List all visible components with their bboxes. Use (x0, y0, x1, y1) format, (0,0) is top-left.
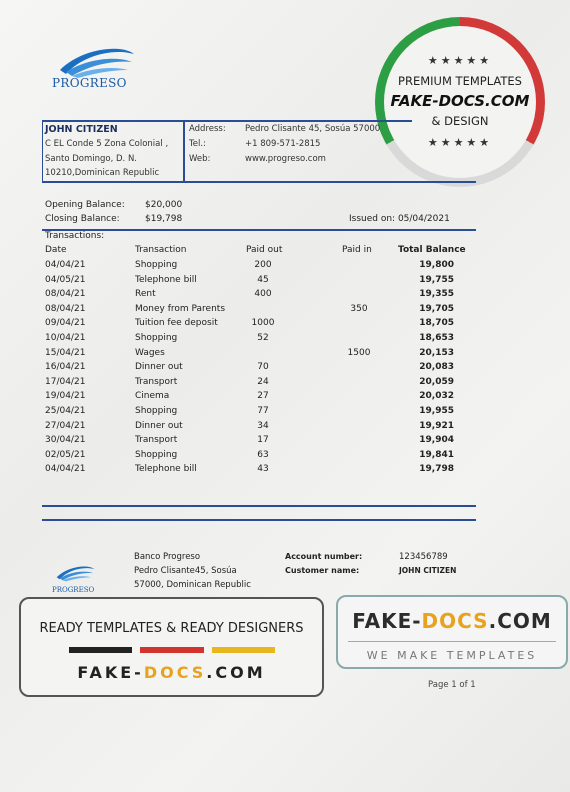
cell-paid-out: 52 (257, 333, 269, 343)
cell-transaction: Money from Parents (135, 303, 226, 314)
stamp-line1: PREMIUM TEMPLATES (398, 74, 522, 88)
table-row (0, 391, 570, 406)
cell-date: 02/05/21 (45, 449, 86, 460)
footer-bank-name: Banco Progreso (134, 552, 201, 562)
table-row (0, 435, 570, 450)
footer-rule-2 (42, 519, 476, 521)
flag-bar-black (69, 647, 132, 653)
cell-date: 27/04/21 (45, 420, 86, 431)
account-number-value: 123456789 (399, 552, 448, 562)
banner2-divider (348, 641, 556, 642)
flag-bar-red (140, 647, 203, 653)
table-row (0, 289, 570, 304)
cell-total-balance: 18,653 (419, 333, 454, 343)
header-bottom-rule (42, 181, 476, 183)
table-row (0, 406, 570, 421)
ready-templates-banner (19, 597, 324, 697)
customer-name-label: Customer name: (285, 566, 360, 575)
small-logo-name: PROGRESO (52, 586, 95, 594)
cell-paid-out: 27 (257, 391, 269, 402)
cell-date: 10/04/21 (45, 333, 86, 343)
promo-stamp (375, 17, 545, 187)
flag-bars (69, 647, 275, 653)
table-row (0, 333, 570, 348)
cell-total-balance: 19,841 (419, 449, 454, 460)
table-row (0, 421, 570, 436)
cell-paid-out: 45 (257, 274, 269, 285)
cell-paid-in: 350 (350, 303, 368, 314)
cell-date: 04/04/21 (45, 464, 86, 475)
col-total-header: Total Balance (398, 245, 466, 255)
cell-total-balance: 19,955 (419, 406, 454, 416)
cell-transaction: Cinema (135, 391, 170, 402)
banner2-brand: FAKE-DOCS.COM (352, 609, 552, 633)
fake-docs-banner (336, 595, 568, 669)
cell-date: 04/04/21 (45, 260, 86, 270)
cell-paid-out: 43 (257, 464, 269, 475)
header-divider (183, 121, 185, 182)
cell-transaction: Rent (135, 289, 156, 300)
cell-total-balance: 20,032 (419, 391, 454, 402)
cell-paid-out: 17 (257, 435, 269, 446)
holder-address-3: 10210,Dominican Republic (45, 168, 160, 178)
cell-transaction: Tuition fee deposit (135, 318, 218, 329)
account-number-label: Account number: (285, 552, 363, 561)
cell-total-balance: 19,904 (419, 435, 454, 446)
cell-paid-out: 70 (257, 362, 269, 373)
cell-paid-out: 63 (257, 449, 269, 460)
stamp-line3: & DESIGN (431, 114, 489, 128)
table-row (0, 260, 570, 275)
closing-balance-label: Closing Balance: (45, 214, 120, 224)
stars-bottom: ★★★★★ (427, 136, 493, 149)
address-value: Pedro Clisante 45, Sosúa 57000 (245, 124, 381, 134)
cell-total-balance: 20,059 (419, 376, 454, 387)
flag-bar-gold (212, 647, 275, 653)
table-row (0, 275, 570, 290)
logo-name: PROGRESO (52, 76, 127, 90)
page-number: Page 1 of 1 (428, 680, 476, 690)
opening-balance-value: $20,000 (145, 200, 183, 210)
table-row (0, 377, 570, 392)
cell-total-balance: 19,705 (419, 303, 454, 314)
cell-date: 19/04/21 (45, 391, 86, 402)
holder-name: JOHN CITIZEN (45, 124, 118, 135)
closing-balance-value: $19,798 (145, 214, 183, 224)
cell-transaction: Shopping (135, 406, 178, 416)
cell-paid-out: 24 (257, 376, 269, 387)
table-row (0, 450, 570, 465)
cell-paid-out: 200 (254, 260, 272, 270)
tel-value: +1 809-571-2815 (245, 139, 321, 149)
holder-address-1: C EL Conde 5 Zona Colonial , (45, 139, 169, 149)
table-row (0, 304, 570, 319)
footer-bank-address-1: Pedro Clisante45, Sosúa (134, 566, 237, 576)
cell-transaction: Shopping (135, 333, 178, 343)
cell-transaction: Telephone bill (135, 274, 197, 285)
cell-paid-out: 400 (254, 289, 272, 300)
cell-total-balance: 20,153 (419, 347, 454, 358)
cell-total-balance: 19,800 (419, 260, 454, 270)
cell-date: 08/04/21 (45, 303, 86, 314)
cell-transaction: Dinner out (135, 420, 183, 431)
stars-top: ★★★★★ (427, 54, 493, 67)
opening-balance-label: Opening Balance: (45, 200, 125, 210)
footer-bank-address-2: 57000, Dominican Republic (134, 580, 251, 590)
cell-total-balance: 19,921 (419, 420, 454, 431)
web-value: www.progreso.com (245, 154, 326, 164)
table-row (0, 362, 570, 377)
table-row (0, 464, 570, 479)
cell-date: 04/05/21 (45, 274, 86, 285)
col-paid-in-header: Paid in (342, 245, 372, 255)
web-label: Web: (189, 154, 211, 164)
cell-date: 25/04/21 (45, 406, 86, 416)
transactions-title: Transactions: (45, 231, 105, 241)
issued-date: Issued on: 05/04/2021 (349, 214, 450, 224)
stamp-line2: FAKE-DOCS.COM (390, 92, 530, 110)
tel-label: Tel.: (189, 139, 206, 149)
table-row (0, 348, 570, 363)
cell-paid-in: 1500 (347, 347, 371, 358)
cell-paid-out: 77 (257, 406, 269, 416)
address-label: Address: (189, 124, 226, 134)
col-date-header: Date (45, 245, 67, 255)
footer-rule-1 (42, 505, 476, 507)
cell-date: 15/04/21 (45, 347, 86, 358)
cell-total-balance: 18,705 (419, 318, 454, 329)
header-left-border (42, 121, 43, 182)
cell-transaction: Transport (135, 435, 178, 446)
cell-total-balance: 19,798 (419, 464, 454, 475)
banner1-tagline: READY TEMPLATES & READY DESIGNERS (39, 621, 304, 636)
cell-date: 16/04/21 (45, 362, 86, 373)
cell-date: 08/04/21 (45, 289, 86, 300)
cell-date: 09/04/21 (45, 318, 86, 329)
header-top-rule (42, 120, 412, 122)
cell-date: 17/04/21 (45, 376, 86, 387)
cell-transaction: Shopping (135, 260, 178, 270)
cell-transaction: Transport (135, 376, 178, 387)
holder-address-2: Santo Domingo, D. N. (45, 154, 138, 164)
transactions-rule (42, 229, 476, 231)
table-row (0, 318, 570, 333)
col-paid-out-header: Paid out (246, 245, 283, 255)
cell-date: 30/04/21 (45, 435, 86, 446)
customer-name-value: JOHN CITIZEN (399, 566, 457, 575)
cell-paid-out: 1000 (251, 318, 275, 329)
cell-total-balance: 19,755 (419, 274, 454, 285)
banner2-tagline: WE MAKE TEMPLATES (366, 649, 538, 662)
cell-paid-out: 34 (257, 420, 269, 431)
banner1-brand: FAKE-DOCS.COM (77, 663, 266, 682)
cell-total-balance: 20,083 (419, 362, 454, 373)
cell-transaction: Shopping (135, 449, 178, 460)
cell-transaction: Wages (135, 347, 165, 358)
cell-total-balance: 19,355 (419, 289, 454, 300)
cell-transaction: Dinner out (135, 362, 183, 373)
cell-transaction: Telephone bill (135, 464, 197, 475)
col-transaction-header: Transaction (135, 245, 187, 255)
